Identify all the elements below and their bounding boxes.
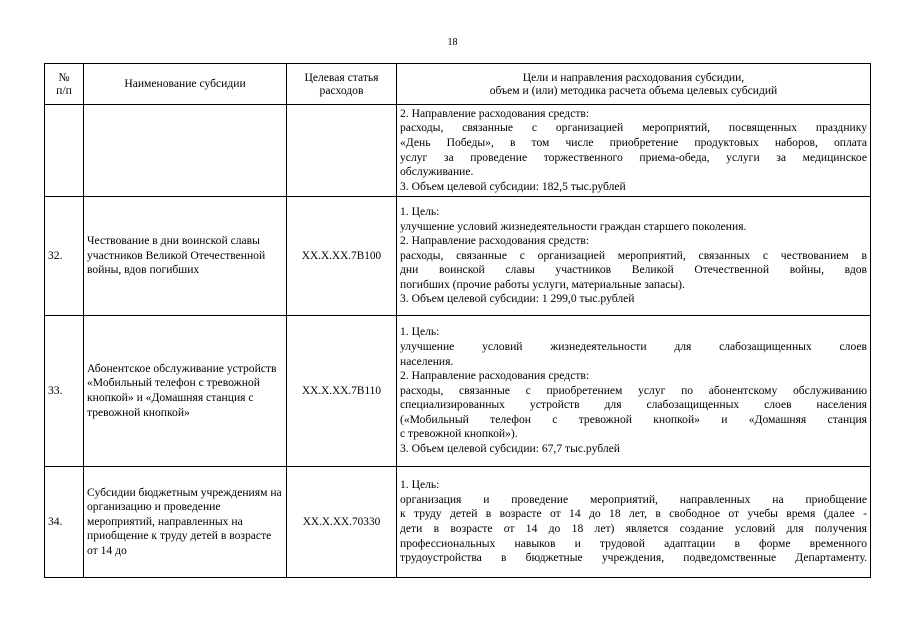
- description-line: 3. Объем целевой субсидии: 1 299,0 тыс.рублей: [400, 292, 635, 306]
- row-number: 32.: [45, 105, 84, 197]
- description-line: улучшение условий жизнедеятельности для слабозащищенных слоев: [400, 339, 867, 353]
- description-line: 3. Объем целевой субсидии: 182,5 тыс.рублей: [400, 179, 626, 193]
- header-num-line-2: п/п: [56, 84, 72, 97]
- description-line: 2. Направление расходования средств:: [400, 106, 590, 120]
- header-num: [45, 64, 84, 105]
- header-code: [287, 64, 397, 105]
- description-line: расходы, связанные с организацией мероприятий, посвященных празднику: [400, 121, 867, 135]
- description-line: с тревожной кнопкой»).: [400, 427, 518, 441]
- description-line: 1. Цель:: [400, 325, 440, 339]
- table-row: [45, 467, 871, 578]
- header-code-line-2: расходов: [319, 84, 364, 97]
- description-line: к труду детей в возрасте от 14 до 18 лет, в свободное от учебы время (далее -: [400, 507, 867, 521]
- description-line: «День Победы», в том числе приобретение продуктовых наборов, оплата: [400, 135, 867, 149]
- header-desc: [397, 64, 871, 105]
- subsidy-description: [397, 467, 871, 578]
- description-line: 2. Направление расходования средств:: [400, 369, 590, 383]
- table-row: [45, 197, 871, 316]
- subsidy-description: [397, 316, 871, 467]
- description-line: погибших (прочие работы услуги, материальные запасы).: [400, 277, 685, 291]
- description-line: профессиональных навыков и трудовой адаптации в форме временного: [400, 536, 867, 550]
- target-article-code: [287, 105, 397, 197]
- row-number: 34.: [45, 467, 84, 578]
- description-line: организация и проведение мероприятий, направленных на приобщение: [400, 492, 867, 506]
- description-line: 1. Цель:: [400, 204, 440, 218]
- header-num-line-1: №: [58, 70, 70, 84]
- table-row: [45, 316, 871, 467]
- description-line: 2. Направление расходования средств:: [400, 234, 590, 248]
- description-line: 3. Объем целевой субсидии: 67,7 тыс.рублей: [400, 442, 620, 456]
- page-number: 18: [447, 37, 458, 48]
- subsidy-description: [397, 197, 871, 316]
- description-line: дни воинской славы участников Великой Отечественной войны, вдов: [400, 263, 867, 277]
- description-line: населения.: [400, 354, 454, 368]
- description-line: («Мобильный телефон с тревожной кнопкой» и «Домашняя станция: [400, 412, 867, 426]
- description-line: дети в возрасте от 14 до 18 лет) является создание условий для получения: [400, 522, 867, 535]
- subsidy-name: Чествование в дни воинской славы участников Великой Отечественной войны, вдов погибших: [84, 197, 287, 316]
- description-line: улучшение условий жизнедеятельности граждан старшего поколения.: [400, 219, 747, 233]
- header-desc-line-1: Цели и направления расходования субсидии,: [522, 70, 745, 84]
- row-number: 33.: [45, 316, 84, 467]
- target-article-code: XX.X.XX.70330: [287, 467, 397, 578]
- subsidy-name: Абонентское обслуживание устройств «Мобильный телефон с тревожной кнопкой» и «Домашняя станция с тревожной кнопкой»: [84, 316, 287, 467]
- table-header-row: [45, 64, 871, 105]
- header-desc-line-2: объем и (или) методика расчета объема целевых субсидий: [489, 84, 778, 97]
- description-line: расходы, связанные с организацией мероприятий, связанных с чествованием в: [400, 248, 867, 262]
- subsidy-name: Субсидии бюджетным учреждениям на организацию и проведение мероприятий, направленных на приобщение к труду детей в возрасте от 14 до: [84, 467, 287, 578]
- target-article-code: XX.X.XX.7B100: [287, 197, 397, 316]
- target-article-code: XX.X.XX.7B110: [287, 316, 397, 467]
- description-line: расходы, связанные с приобретением услуг по абонентскому обслуживанию: [400, 383, 867, 397]
- header-name: Наименование субсидии: [84, 64, 287, 105]
- header-code-line-1: Целевая статья: [304, 70, 379, 84]
- description-line: обслуживание.: [400, 165, 474, 179]
- subsidy-description: [397, 105, 871, 197]
- subsidy-table: [44, 63, 871, 578]
- table-row: [45, 105, 871, 197]
- row-number: 32.: [45, 197, 84, 316]
- description-line: специализированных устройств для слабозащищенных слоев населения: [400, 398, 867, 412]
- description-line: 1. Цель:: [400, 478, 440, 492]
- description-line: трудоустройства в бюджетные учреждения, подведомственные Департаменту.: [400, 551, 867, 565]
- subsidy-name: [84, 105, 287, 197]
- description-line: услуг за проведение торжественного приема-обеда, услуги за медицинское: [400, 150, 867, 164]
